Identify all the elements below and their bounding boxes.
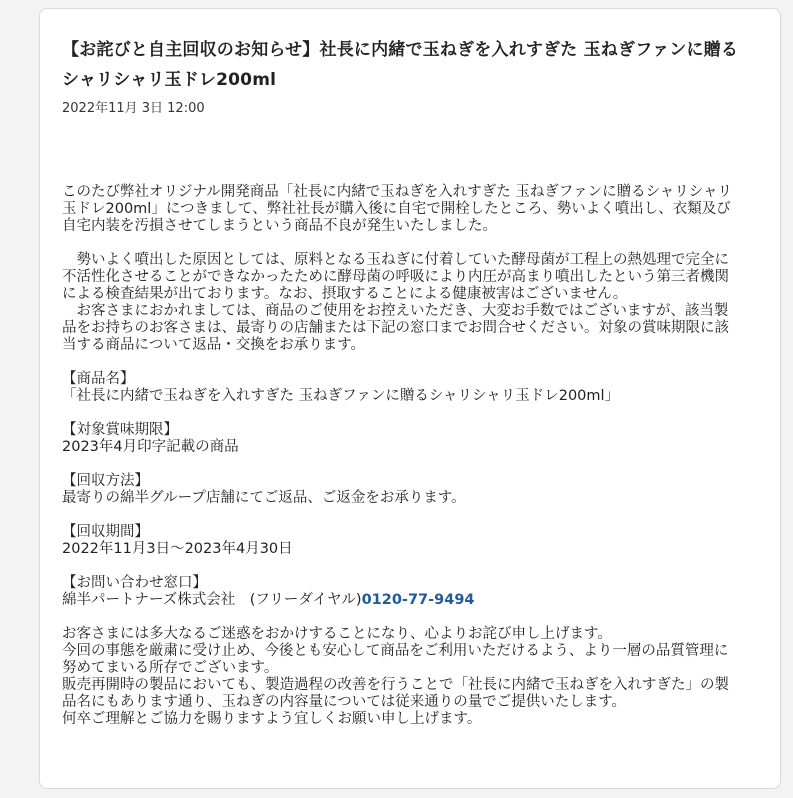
- period-heading: 【回収期間】: [62, 524, 149, 540]
- period-value: 2022年11月3日～2023年4月30日: [62, 541, 293, 557]
- expiry-heading: 【対象賞味期限】: [62, 422, 178, 438]
- product-heading: 【商品名】: [62, 371, 135, 387]
- expiry-value: 2023年4月印字記載の商品: [62, 439, 239, 455]
- method-value: 最寄りの綿半グループ店舗にてご返品、ご返金をお承ります。: [62, 490, 466, 506]
- intro-paragraph: このたび弊社オリジナル開発商品「社長に内緒で玉ねぎを入れすぎた 玉ねぎファンに贈るシャリシャリ玉ドレ200ml」につきまして、弊社社長が購入後に自宅で開栓したところ、勢いよく噴出し、衣類及び自宅内装を汚損させてしまうという商品不良が発生いたしました。: [62, 184, 733, 234]
- closing-line-4: 何卒ご理解とご協力を賜りますよう宜しくお願い申し上げます。: [62, 711, 482, 727]
- contact-heading: 【お問い合わせ窓口】: [62, 575, 207, 591]
- request-paragraph: お客さまにおかれましては、商品のご使用をお控えいただき、大変お手数ではございますが、該当製品をお持ちのお客さまは、最寄りの店舗または下記の窓口までお問合せください。対象の賞味期限に該当する商品について返品・交換をお承ります。: [62, 303, 729, 353]
- article-title: 【お詫びと自主回収のお知らせ】社長に内緒で玉ねぎを入れすぎた 玉ねぎファンに贈るシャリシャリ玉ドレ200ml: [62, 40, 739, 90]
- cause-paragraph: 勢いよく噴出した原因としては、原料となる玉ねぎに付着していた酵母菌が工程上の熱処理で完全に不活性化させることができなかったために酵母菌の呼吸により内圧が高まり噴出したという第三者機関による検査結果が出ております。なお、摂取することによる健康被害はございません。: [62, 252, 729, 302]
- closing-line-1: お客さまには多大なるご迷惑をおかけすることになり、心よりお詫び申し上げます。: [62, 626, 612, 642]
- method-heading: 【回収方法】: [62, 473, 149, 489]
- contact-line: [62, 592, 742, 609]
- article-date: 2022年11月 3日 12:00: [62, 101, 205, 116]
- product-value: 「社長に内緒で玉ねぎを入れすぎた 玉ねぎファンに贈るシャリシャリ玉ドレ200ml」: [62, 388, 620, 404]
- article-body: [62, 184, 742, 728]
- closing-line-2: 今回の事態を厳粛に受け止め、今後とも安心して商品をご利用いただけるよう、より一層の品質管理に努めてまいる所存でございます。: [62, 643, 729, 676]
- notice-card: [39, 8, 781, 789]
- closing-line-3: 販売再開時の製品においても、製造過程の改善を行うことで「社長に内緒で玉ねぎを入れすぎた」の製品名にもあります通り、玉ねぎの内容量については従来通りの量でご提供いたします。: [62, 677, 729, 710]
- contact-company: 綿半パートナーズ株式会社 (フリーダイヤル): [62, 592, 362, 608]
- contact-phone: 0120-77-9494: [361, 592, 475, 608]
